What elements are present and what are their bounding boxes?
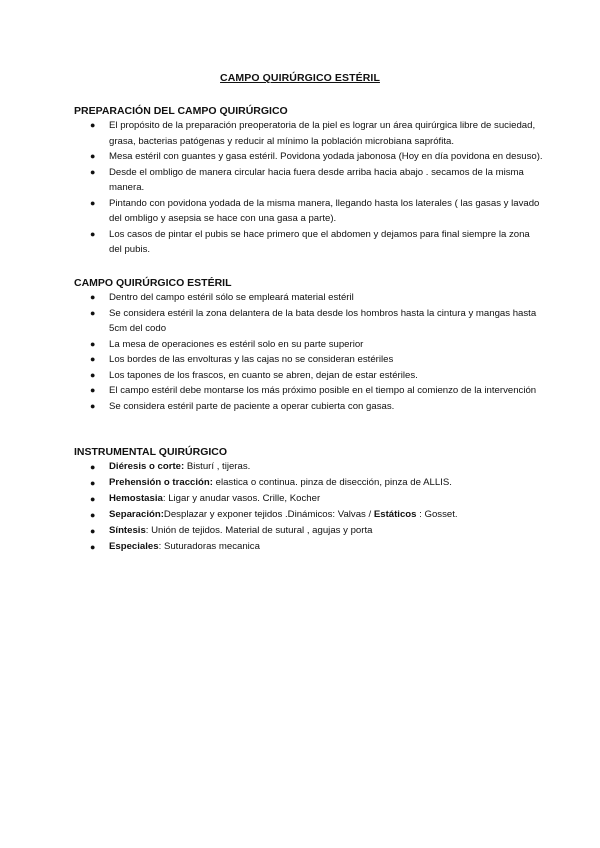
list-item-text: Dentro del campo estéril sólo se empleará material estéril xyxy=(109,292,354,303)
list-item-text: Desde el ombligo de manera circular hacia fuera desde arriba hacia abajo . secamos de la misma manera. xyxy=(109,166,524,193)
list-item-text: Se considera estéril parte de paciente a operar cubierta con gasas. xyxy=(109,400,395,412)
section-heading: CAMPO QUIRÚRGICO ESTÉRIL xyxy=(74,277,232,289)
list-item-term: Separación: xyxy=(109,509,164,520)
bullet-icon: ● xyxy=(90,338,96,349)
list-item xyxy=(74,352,544,368)
bullet-icon: ● xyxy=(90,197,96,208)
list-item xyxy=(74,227,544,258)
bullet-icon: ● xyxy=(90,151,96,161)
list-item-text: La mesa de operaciones es estéril solo en su parte superior xyxy=(109,338,364,350)
bullet-list xyxy=(74,118,544,258)
bullet-icon: ● xyxy=(90,120,96,130)
list-item xyxy=(74,368,544,384)
bullet-icon: ● xyxy=(90,478,96,488)
bullet-icon: ● xyxy=(90,385,96,395)
bullet-icon: ● xyxy=(90,307,96,318)
section-heading: PREPARACIÓN DEL CAMPO QUIRÚRGICO xyxy=(74,105,288,117)
section-instrumental xyxy=(74,445,544,555)
list-item-text: : Gosset. xyxy=(416,509,458,520)
list-item xyxy=(74,523,544,539)
list-item-term: Síntesis xyxy=(109,525,146,536)
bullet-icon: ● xyxy=(90,228,96,239)
list-item-term: Diéresis o corte: xyxy=(109,461,185,472)
list-item xyxy=(74,475,544,491)
bullet-icon: ● xyxy=(90,462,96,472)
bullet-icon: ● xyxy=(90,292,96,302)
list-item xyxy=(74,383,544,399)
list-item-text: Bisturí , tijeras. xyxy=(184,461,251,472)
list-item-text: Desplazar y exponer tejidos .Dinámicos: Valvas / xyxy=(163,509,374,520)
section-campo-esteril xyxy=(74,276,544,414)
bullet-icon: ● xyxy=(90,369,96,380)
list-item xyxy=(74,459,544,475)
list-item xyxy=(74,399,544,415)
list-item-text: El campo estéril debe montarse los más próximo posible en el tiempo al comienzo de la intervención xyxy=(109,385,537,396)
bullet-icon: ● xyxy=(90,400,96,411)
list-item xyxy=(74,491,544,507)
list-item-text: : Ligar y anudar vasos. Crille, Kocher xyxy=(162,493,321,504)
list-item xyxy=(74,306,544,337)
list-item-term: Hemostasia xyxy=(109,493,163,504)
list-item-text: Pintando con povidona yodada de la misma manera, llegando hasta los laterales ( las gasas y lavado del ombligo y asepsia se hace con una gasa a parte). xyxy=(109,197,540,224)
list-item xyxy=(74,118,544,149)
list-item xyxy=(74,539,544,555)
list-item xyxy=(74,196,544,227)
list-item xyxy=(74,507,544,523)
page-title: CAMPO QUIRÚRGICO ESTÉRIL xyxy=(220,72,380,84)
section-heading: INSTRUMENTAL QUIRÚRGICO xyxy=(74,446,228,458)
bullet-icon: ● xyxy=(90,494,96,504)
list-item xyxy=(74,337,544,353)
list-item-text: Los casos de pintar el pubis se hace primero que el abdomen y dejamos para final siempre la zona del pubis. xyxy=(109,228,530,255)
list-item xyxy=(74,149,544,165)
bullet-list xyxy=(74,459,544,555)
list-item-text: elastica o continua. pinza de disección, pinza de ALLIS. xyxy=(212,477,452,488)
list-item-text: Mesa estéril con guantes y gasa estéril. Povidona yodada jabonosa (Hoy en día povidona en desuso). xyxy=(109,151,543,162)
list-item xyxy=(74,165,544,196)
list-item-text: El propósito de la preparación preoperatoria de la piel es lograr un área quirúrgica libre de suciedad, grasa, bacterias patógenas y reducir al mínimo la población microbiana saprófita. xyxy=(109,120,536,147)
bullet-icon: ● xyxy=(90,354,96,364)
list-item-text: Se considera estéril la zona delantera de la bata desde los hombros hasta la cintura y mangas hasta 5cm del codo xyxy=(109,307,537,334)
bullet-list xyxy=(74,290,544,414)
list-item-term: Especiales xyxy=(109,541,159,552)
list-item-term: Prehensión o tracción: xyxy=(109,477,213,488)
list-item-term: Estáticos xyxy=(373,509,417,520)
bullet-icon: ● xyxy=(90,510,96,520)
bullet-icon: ● xyxy=(90,542,96,552)
list-item-text: Los bordes de las envolturas y las cajas no se consideran estériles xyxy=(109,354,394,365)
list-item-text: : Unión de tejidos. Material de sutural , agujas y porta xyxy=(145,525,373,536)
section-preparacion xyxy=(74,104,544,258)
list-item-text: : Suturadoras mecanica xyxy=(158,541,260,552)
list-item xyxy=(74,290,544,306)
list-item-text: Los tapones de los frascos, en cuanto se abren, dejan de estar estériles. xyxy=(109,369,418,381)
bullet-icon: ● xyxy=(90,526,96,536)
bullet-icon: ● xyxy=(90,166,96,177)
